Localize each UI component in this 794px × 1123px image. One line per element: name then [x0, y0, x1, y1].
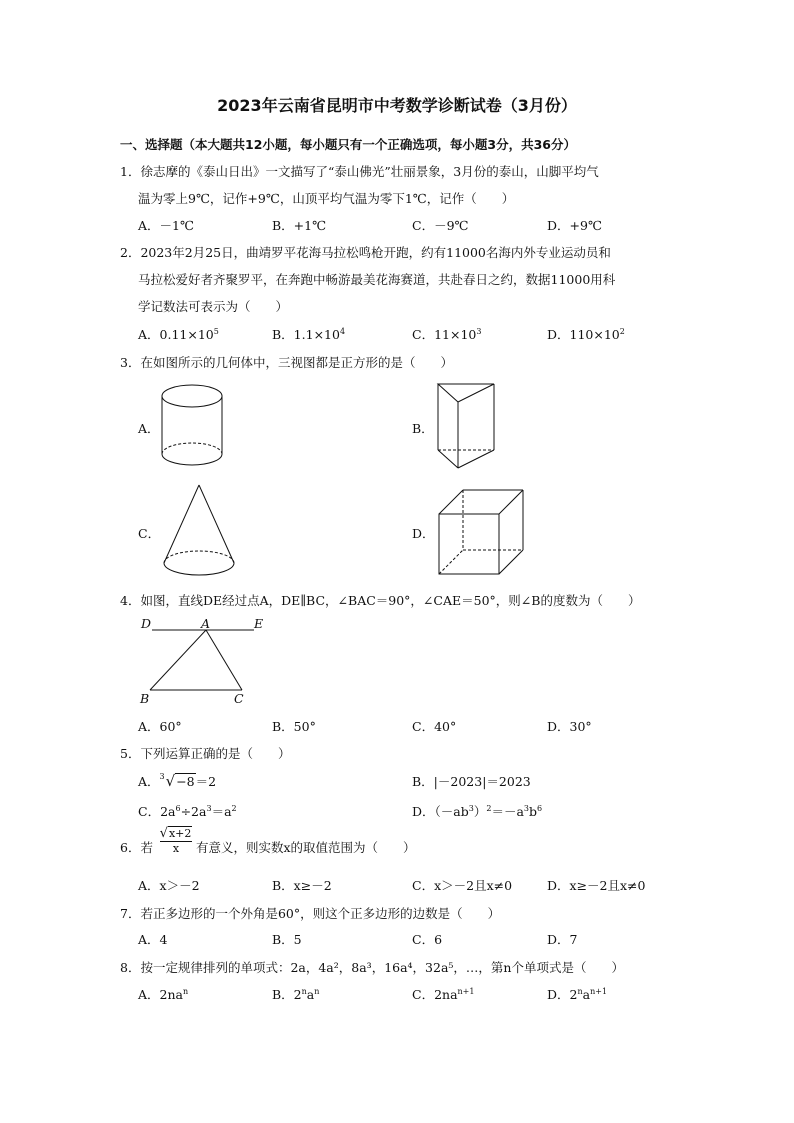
question-8-line-1: 8．按一定规律排列的单项式：2a，4a²，8a³，16a⁴，32a⁵，…，第n个单项式是（ ）: [120, 960, 624, 975]
question-7-line-1: 7．若正多边形的一个外角是60°，则这个正多边形的边数是（ ）: [120, 906, 501, 921]
question-2-line-1: 2．2023年2月25日，曲靖罗平花海马拉松鸣枪开跑，约有11000名海内外专业运动员和: [120, 245, 611, 260]
q5-option-d: D．$(-ab^3)^2=-a^3b^6$: [412, 804, 543, 819]
q2-option-c: C．$11\times 10^3$: [412, 327, 482, 342]
q3-label-d: D．: [412, 526, 435, 541]
q8-option-d: D．$2^na^{n+1}$: [547, 987, 608, 1002]
question-4-line-1: 4．如图，直线DE经过点A，DE∥BC，∠BAC＝90°，∠CAE＝50°，则∠B的度数为（ ）: [120, 593, 641, 608]
q4-option-a: A．60°: [138, 719, 182, 734]
q6-option-b: B．x≥－2: [272, 878, 332, 893]
point-label-b: B: [140, 691, 150, 706]
q2-option-d: D．$110\times 10^2$: [547, 327, 625, 342]
q6-option-d: D．x≥－2且x≠0: [547, 878, 646, 893]
q7-option-c: C．6: [412, 932, 443, 947]
q2-option-a: A．$0.11\times 10^5$: [138, 327, 219, 342]
q4-option-d: D．30°: [547, 719, 592, 734]
cylinder-figure: [160, 382, 230, 474]
point-label-d: D: [141, 616, 152, 631]
q5-option-b: B．|－2023|＝2023: [412, 774, 531, 789]
question-2-line-3: 学记数法可表示为（ ）: [138, 299, 289, 314]
question-2-line-2: 马拉松爱好者齐聚罗平，在奔跑中畅游最美花海赛道，共赴春日之约，数据11000用科: [138, 272, 616, 287]
question-1-line-2: 温为零上9℃，记作+9℃，山顶平均气温为零下1℃，记作（ ）: [138, 191, 515, 206]
q8-option-c: C．$2na^{n+1}$: [412, 987, 475, 1002]
q7-option-b: B．5: [272, 932, 302, 947]
q6-option-a: A．x＞－2: [138, 878, 200, 893]
q1-option-b: B．+1℃: [272, 218, 327, 233]
q1-option-c: C．－9℃: [412, 218, 469, 233]
section-header: 一、选择题（本大题共12小题，每小题只有一个正确选项，每小题3分，共36分）: [120, 137, 576, 152]
point-label-c: C: [234, 691, 244, 706]
q3-label-b: B．: [412, 421, 434, 436]
q7-option-a: A．4: [138, 932, 168, 947]
q2-option-b: B．$1.1\times 10^4$: [272, 327, 346, 342]
q6-option-c: C．x＞－2且x≠0: [412, 878, 513, 893]
q5-option-a: A．$^3$√−8＝2: [138, 772, 217, 790]
cube-figure: [437, 488, 529, 580]
q6-numerator: x+2: [168, 827, 192, 840]
q8-option-a: A．$2na^n$: [138, 987, 189, 1002]
q1-option-a: A．－1℃: [138, 218, 194, 233]
q8-option-b: B．$2^na^n$: [272, 987, 320, 1002]
page-title: 2023年云南省昆明市中考数学诊断试卷（3月份）: [217, 96, 577, 115]
q3-label-a: A．: [138, 421, 160, 436]
triangular-prism-figure: [436, 380, 498, 476]
question-6-rest: 有意义，则实数x的取值范围为（ ）: [196, 840, 416, 855]
q4-option-c: C．40°: [412, 719, 457, 734]
q4-option-b: B．50°: [272, 719, 316, 734]
q1-option-d: D．+9℃: [547, 218, 602, 233]
q5-option-c: C．$2a^6\div 2a^3=a^2$: [138, 804, 237, 819]
point-label-e: E: [254, 616, 264, 631]
q3-label-c: C．: [138, 526, 161, 541]
question-6-prefix: 6．若: [120, 840, 153, 855]
cone-figure: [162, 483, 236, 581]
point-label-a: A: [201, 616, 211, 631]
question-5-line-1: 5．下列运算正确的是（ ）: [120, 746, 291, 761]
q6-fraction: √x+2 x: [156, 826, 196, 855]
question-3-line-1: 3．在如图所示的几何体中，三视图都是正方形的是（ ）: [120, 355, 453, 370]
q6-denominator: x: [172, 842, 180, 855]
question-1-line-1: 1．徐志摩的《泰山日出》一文描写了“泰山佛光”壮丽景象，3月份的泰山，山脚平均气: [120, 164, 599, 179]
q7-option-d: D．7: [547, 932, 578, 947]
